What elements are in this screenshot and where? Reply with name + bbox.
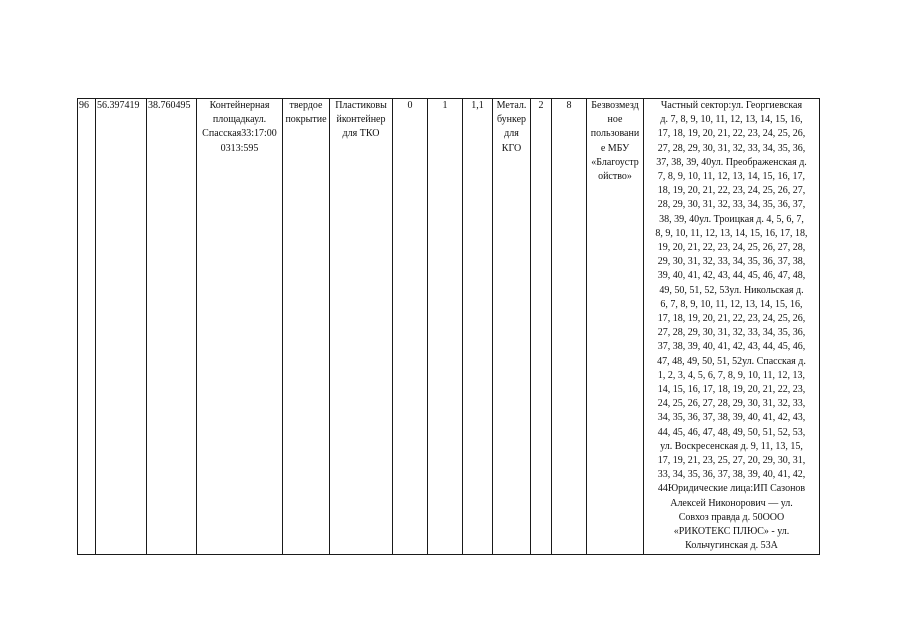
longitude-cell: 38.760495	[147, 99, 197, 555]
served-address-line: 39, 40, 41, 42, 43, 44, 45, 46, 47, 48,	[657, 270, 806, 282]
latitude-cell: 56.397419	[96, 99, 147, 555]
served-address-line: Кольчугинская д. 53А	[685, 540, 778, 552]
bunker-line: бункер	[496, 114, 527, 126]
served-address-line: 33, 34, 35, 36, 37, 38, 39, 40, 41, 42,	[657, 469, 806, 481]
count-b-cell: 1	[428, 99, 463, 555]
bunker-line: Метал.	[496, 100, 527, 111]
container-type-cell	[330, 99, 393, 555]
site-address-cell	[197, 99, 283, 555]
served-address-line: 19, 20, 21, 22, 23, 24, 25, 26, 27, 28,	[657, 242, 806, 254]
owner-line: ойство»	[598, 171, 632, 183]
container-type-line: Пластиковы	[335, 100, 387, 111]
served-address-line: «РИКОТЕКС ПЛЮС» - ул.	[673, 526, 790, 538]
surface-line: твердое	[289, 100, 323, 111]
owner-cell	[587, 99, 644, 555]
served-address-line: 17, 18, 19, 20, 21, 22, 23, 24, 25, 26,	[657, 128, 806, 140]
table-row	[78, 99, 820, 555]
served-address-line: ул. Воскресенская д. 9, 11, 13, 15,	[660, 440, 803, 452]
container-type-line: для ТКО	[342, 128, 380, 140]
served-address-line: 44, 45, 46, 47, 48, 49, 50, 51, 52, 53,	[657, 426, 806, 438]
served-addresses-cell	[644, 99, 820, 555]
served-address-line: 37, 38, 39, 40ул. Преображенская д.	[656, 156, 807, 168]
owner-line: Безвозмезд	[591, 100, 639, 111]
surface-line: покрытие	[285, 114, 327, 126]
served-address-line: 29, 30, 31, 32, 33, 34, 35, 36, 37, 38,	[657, 256, 806, 268]
served-address-line: Частный сектор:ул. Георгиевская	[660, 100, 803, 111]
served-address-line: 37, 38, 39, 40, 41, 42, 43, 44, 45, 46,	[657, 341, 806, 353]
count-a-cell: 0	[393, 99, 428, 555]
owner-line: пользовани	[590, 128, 640, 140]
served-address-line: 14, 15, 16, 17, 18, 19, 20, 21, 22, 23,	[657, 384, 806, 396]
bunker-cell	[493, 99, 531, 555]
site-line: 0313:595	[220, 142, 259, 154]
site-line: Контейнерная	[209, 100, 270, 111]
served-address-line: 17, 18, 19, 20, 21, 22, 23, 24, 25, 26,	[657, 313, 806, 325]
container-type-line: йконтейнер	[336, 114, 386, 126]
site-line: Спасская33:17:00	[202, 128, 277, 140]
served-address-line: Совхоз правда д. 50ООО	[678, 511, 785, 523]
bunker-line: КГО	[501, 142, 522, 154]
surface-cell	[283, 99, 330, 555]
served-address-line: 47, 48, 49, 50, 51, 52ул. Спасская д.	[657, 355, 806, 367]
served-address-line: 27, 28, 29, 30, 31, 32, 33, 34, 35, 36,	[657, 142, 806, 154]
served-address-line: 18, 19, 20, 21, 22, 23, 24, 25, 26, 27,	[657, 185, 806, 197]
served-address-line: 27, 28, 29, 30, 31, 32, 33, 34, 35, 36,	[657, 327, 806, 339]
served-address-line: 38, 39, 40ул. Троицкая д. 4, 5, 6, 7,	[659, 213, 804, 225]
volume-cell: 1,1	[463, 99, 493, 555]
served-address-line: д. 7, 8, 9, 10, 11, 12, 13, 14, 15, 16,	[660, 114, 803, 126]
served-address-line: Алексей Никонорович — ул.	[670, 497, 793, 509]
served-address-line: 17, 19, 21, 23, 25, 27, 20, 29, 30, 31,	[657, 455, 806, 467]
owner-line: ное	[607, 114, 623, 126]
served-address-line: 8, 9, 10, 11, 12, 13, 14, 15, 16, 17, 18,	[655, 227, 808, 239]
served-address-line: 34, 35, 36, 37, 38, 39, 40, 41, 42, 43,	[657, 412, 806, 424]
owner-line: «Благоустр	[591, 156, 639, 168]
bunker-volume-cell: 8	[552, 99, 587, 555]
document-page	[77, 98, 820, 555]
bunker-count-cell: 2	[531, 99, 552, 555]
row-number: 96	[78, 99, 96, 555]
served-address-line: 44Юридические лица:ИП Сазонов	[657, 483, 806, 495]
served-address-line: 7, 8, 9, 10, 11, 12, 13, 14, 15, 16, 17,	[657, 171, 806, 183]
bunker-line: для	[504, 128, 519, 140]
owner-line: е МБУ	[600, 142, 630, 154]
site-line: площадкаул.	[212, 114, 267, 126]
container-sites-table	[77, 98, 820, 555]
served-address-line: 1, 2, 3, 4, 5, 6, 7, 8, 9, 10, 11, 12, 13,	[657, 369, 806, 381]
served-address-line: 24, 25, 26, 27, 28, 29, 30, 31, 32, 33,	[657, 398, 806, 410]
served-address-line: 28, 29, 30, 31, 32, 33, 34, 35, 36, 37,	[657, 199, 806, 211]
served-address-line: 49, 50, 51, 52, 53ул. Никольская д.	[659, 284, 804, 296]
served-address-line: 6, 7, 8, 9, 10, 11, 12, 13, 14, 15, 16,	[660, 298, 803, 310]
